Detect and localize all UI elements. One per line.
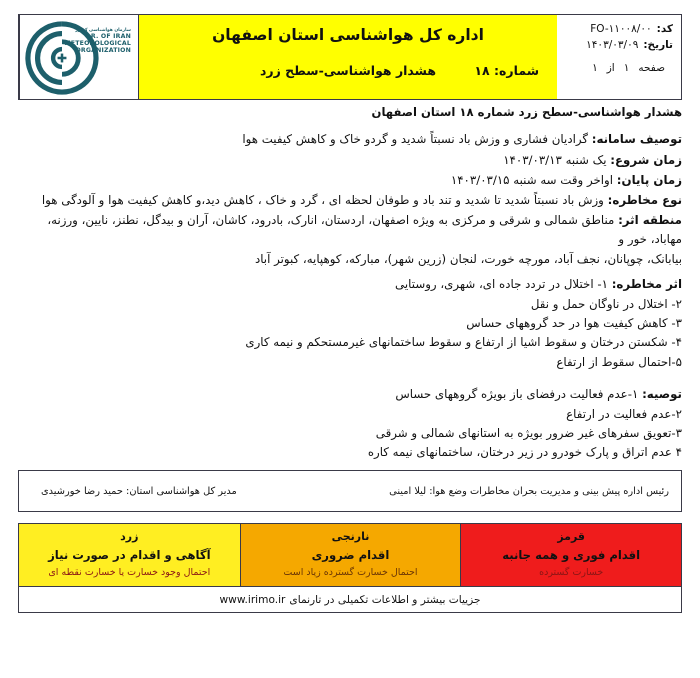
system-description-value: گرادیان فشاری و وزش باد نسبتاً شدید و گردو خاک و کاهش کیفیت هوا	[242, 132, 588, 147]
recommendations-line	[18, 385, 682, 404]
footer-info-box	[18, 587, 682, 613]
recommendation-item-2: ۲-عدم فعالیت در ارتفاع	[566, 406, 682, 421]
warning-number-value: ۱۸	[474, 63, 490, 78]
legend-orange-action: اقدام ضروری	[311, 547, 390, 562]
system-description-line	[18, 130, 682, 149]
document-date-label: تاریخ:	[643, 39, 673, 51]
recommendations-label: توصیه:	[642, 386, 682, 401]
document-heading: هشدار هواشناسی-سطح زرد شماره ۱۸ استان اصفهان	[371, 105, 682, 119]
hazard-effects-line	[18, 275, 682, 294]
hazard-type-line	[18, 191, 682, 210]
hazard-effect-item-2: ۲- اختلال در ناوگان حمل و نقل	[530, 297, 682, 312]
page-number-row	[563, 62, 673, 74]
legend-orange-note: احتمال خسارت گسترده زیاد است	[283, 567, 418, 579]
affected-area-line	[18, 211, 682, 249]
warning-number-label: شماره:	[494, 63, 539, 78]
logo-line-en-1: I.R. OF IRAN	[85, 32, 131, 40]
footer-url[interactable]: www.irimo.ir	[219, 593, 286, 606]
organization-title: اداره کل هواشناسی استان اصفهان	[212, 26, 484, 44]
recommendation-item-4: ۴ عدم اتراق و پارک خودرو در زیر درختان، ساختمانهای نیمه کاره	[367, 445, 682, 460]
document-header	[18, 14, 682, 100]
document-code-value: FO-۱۱۰۰۸/۰۰	[590, 23, 652, 35]
hazard-effect-item-3: ۳- کاهش کیفیت هوا در حد گروههای حساس	[466, 316, 682, 331]
hazard-effect-item-4: ۴- شکستن درختان و سقوط اشیا از ارتفاع و سقوط ساختمانهای غیرمستحکم و نیمه کاری	[245, 335, 682, 350]
legend-level-yellow	[19, 524, 240, 586]
start-time-line	[18, 151, 682, 170]
legend-red-action: اقدام فوری و همه جانبه	[502, 547, 641, 562]
document-date-value: ۱۴۰۳/۰۳/۰۹	[586, 39, 639, 51]
header-title-block	[138, 15, 557, 99]
end-time-value: اواخر وقت سه شنبه ۱۴۰۳/۰۳/۱۵	[450, 172, 614, 187]
logo-text	[64, 29, 131, 55]
hazard-type-label: نوع مخاطره:	[607, 192, 682, 207]
legend-yellow-name: زرد	[120, 530, 139, 543]
start-time-label: زمان شروع:	[610, 152, 682, 167]
page-current: ۱	[623, 62, 630, 74]
legend-orange-name: نارنجی	[331, 530, 370, 543]
legend-red-name: قرمز	[557, 530, 586, 543]
header-meta-block	[557, 15, 681, 99]
logo-line-en-3: ORGANIZATION	[75, 46, 131, 54]
legend-level-orange	[240, 524, 461, 586]
legend-level-red	[460, 524, 681, 586]
signature-box	[18, 470, 682, 512]
hazard-effect-item-1: ۱- اختلال در تردد جاده ای، شهری، روستایی	[395, 277, 608, 292]
hazard-type-value: وزش باد نسبتاً شدید تا شدید و تند باد و طوفان لحظه ای ، گرد و خاک ، کاهش دید،و کاهش کیفیت هوا و آلودگی هوا	[41, 192, 604, 207]
affected-area-value-line-2: بیابانک، چوپانان، نجف آباد، مورچه خورت، لنجان (زرین شهر)، مبارکه، کوهپایه، کبوتر آباد	[254, 252, 682, 267]
hazard-effect-item-5: ۵-احتمال سقوط از ارتفاع	[556, 354, 682, 369]
footer-text: جزییات بیشتر و اطلاعات تکمیلی در تارنمای	[289, 593, 481, 606]
end-time-label: زمان پایان:	[616, 172, 682, 187]
start-time-value: یک شنبه ۱۴۰۳/۰۳/۱۳	[503, 152, 607, 167]
document-date-row	[563, 39, 673, 51]
signatory-forecast-chief: رئیس اداره پیش بینی و مدیریت بحران مخاطرات وضع هوا: لیلا امینی	[389, 485, 669, 497]
document-code-row	[563, 23, 673, 35]
irimo-logo	[23, 17, 135, 97]
page-label: صفحه	[638, 62, 665, 74]
affected-area-label: منطقه اثر:	[618, 212, 682, 227]
end-time-line	[18, 171, 682, 190]
warning-type-title: هشدار هواشناسی-سطح زرد	[259, 63, 437, 78]
hazard-effects-label: اثر مخاطره:	[611, 277, 682, 292]
recommendation-item-3: ۳-تعویق سفرهای غیر ضرور بویژه به استانهای شمالی و شرقی	[375, 425, 682, 440]
legend-yellow-note: احتمال وجود خسارت یا خسارت نقطه ای	[48, 567, 211, 579]
system-description-label: توصیف سامانه:	[591, 132, 682, 147]
logo-line-en-2: METEOROLOGICAL	[64, 39, 131, 47]
logo-line-fa: سازمان هواشناسی کشور	[75, 28, 131, 33]
signatory-director-general: مدیر کل هواشناسی استان: حمید رضا خورشیدی	[41, 485, 237, 497]
warning-level-legend	[18, 523, 682, 587]
legend-red-note: خسارت گسترده	[539, 567, 604, 579]
legend-yellow-action: آگاهی و اقدام در صورت نیاز	[48, 547, 211, 562]
document-code-label: کد:	[656, 23, 673, 35]
warning-number	[474, 63, 539, 78]
document-body	[18, 104, 682, 462]
affected-area-value-line-1: مناطق شمالی و شرقی و مرکزی به ویژه اصفهان، اردستان، انارک، بادرود، کاشان، آران و بیدگل، نطنز، نایین، ورزنه، مهاباد، خور و	[47, 212, 682, 246]
page-total: ۱	[592, 62, 598, 74]
page-of-label: از	[606, 62, 615, 74]
recommendation-item-1: ۱-عدم فعالیت درفضای باز بویژه گروههای حساس	[395, 386, 639, 401]
header-logo-block	[19, 15, 138, 99]
